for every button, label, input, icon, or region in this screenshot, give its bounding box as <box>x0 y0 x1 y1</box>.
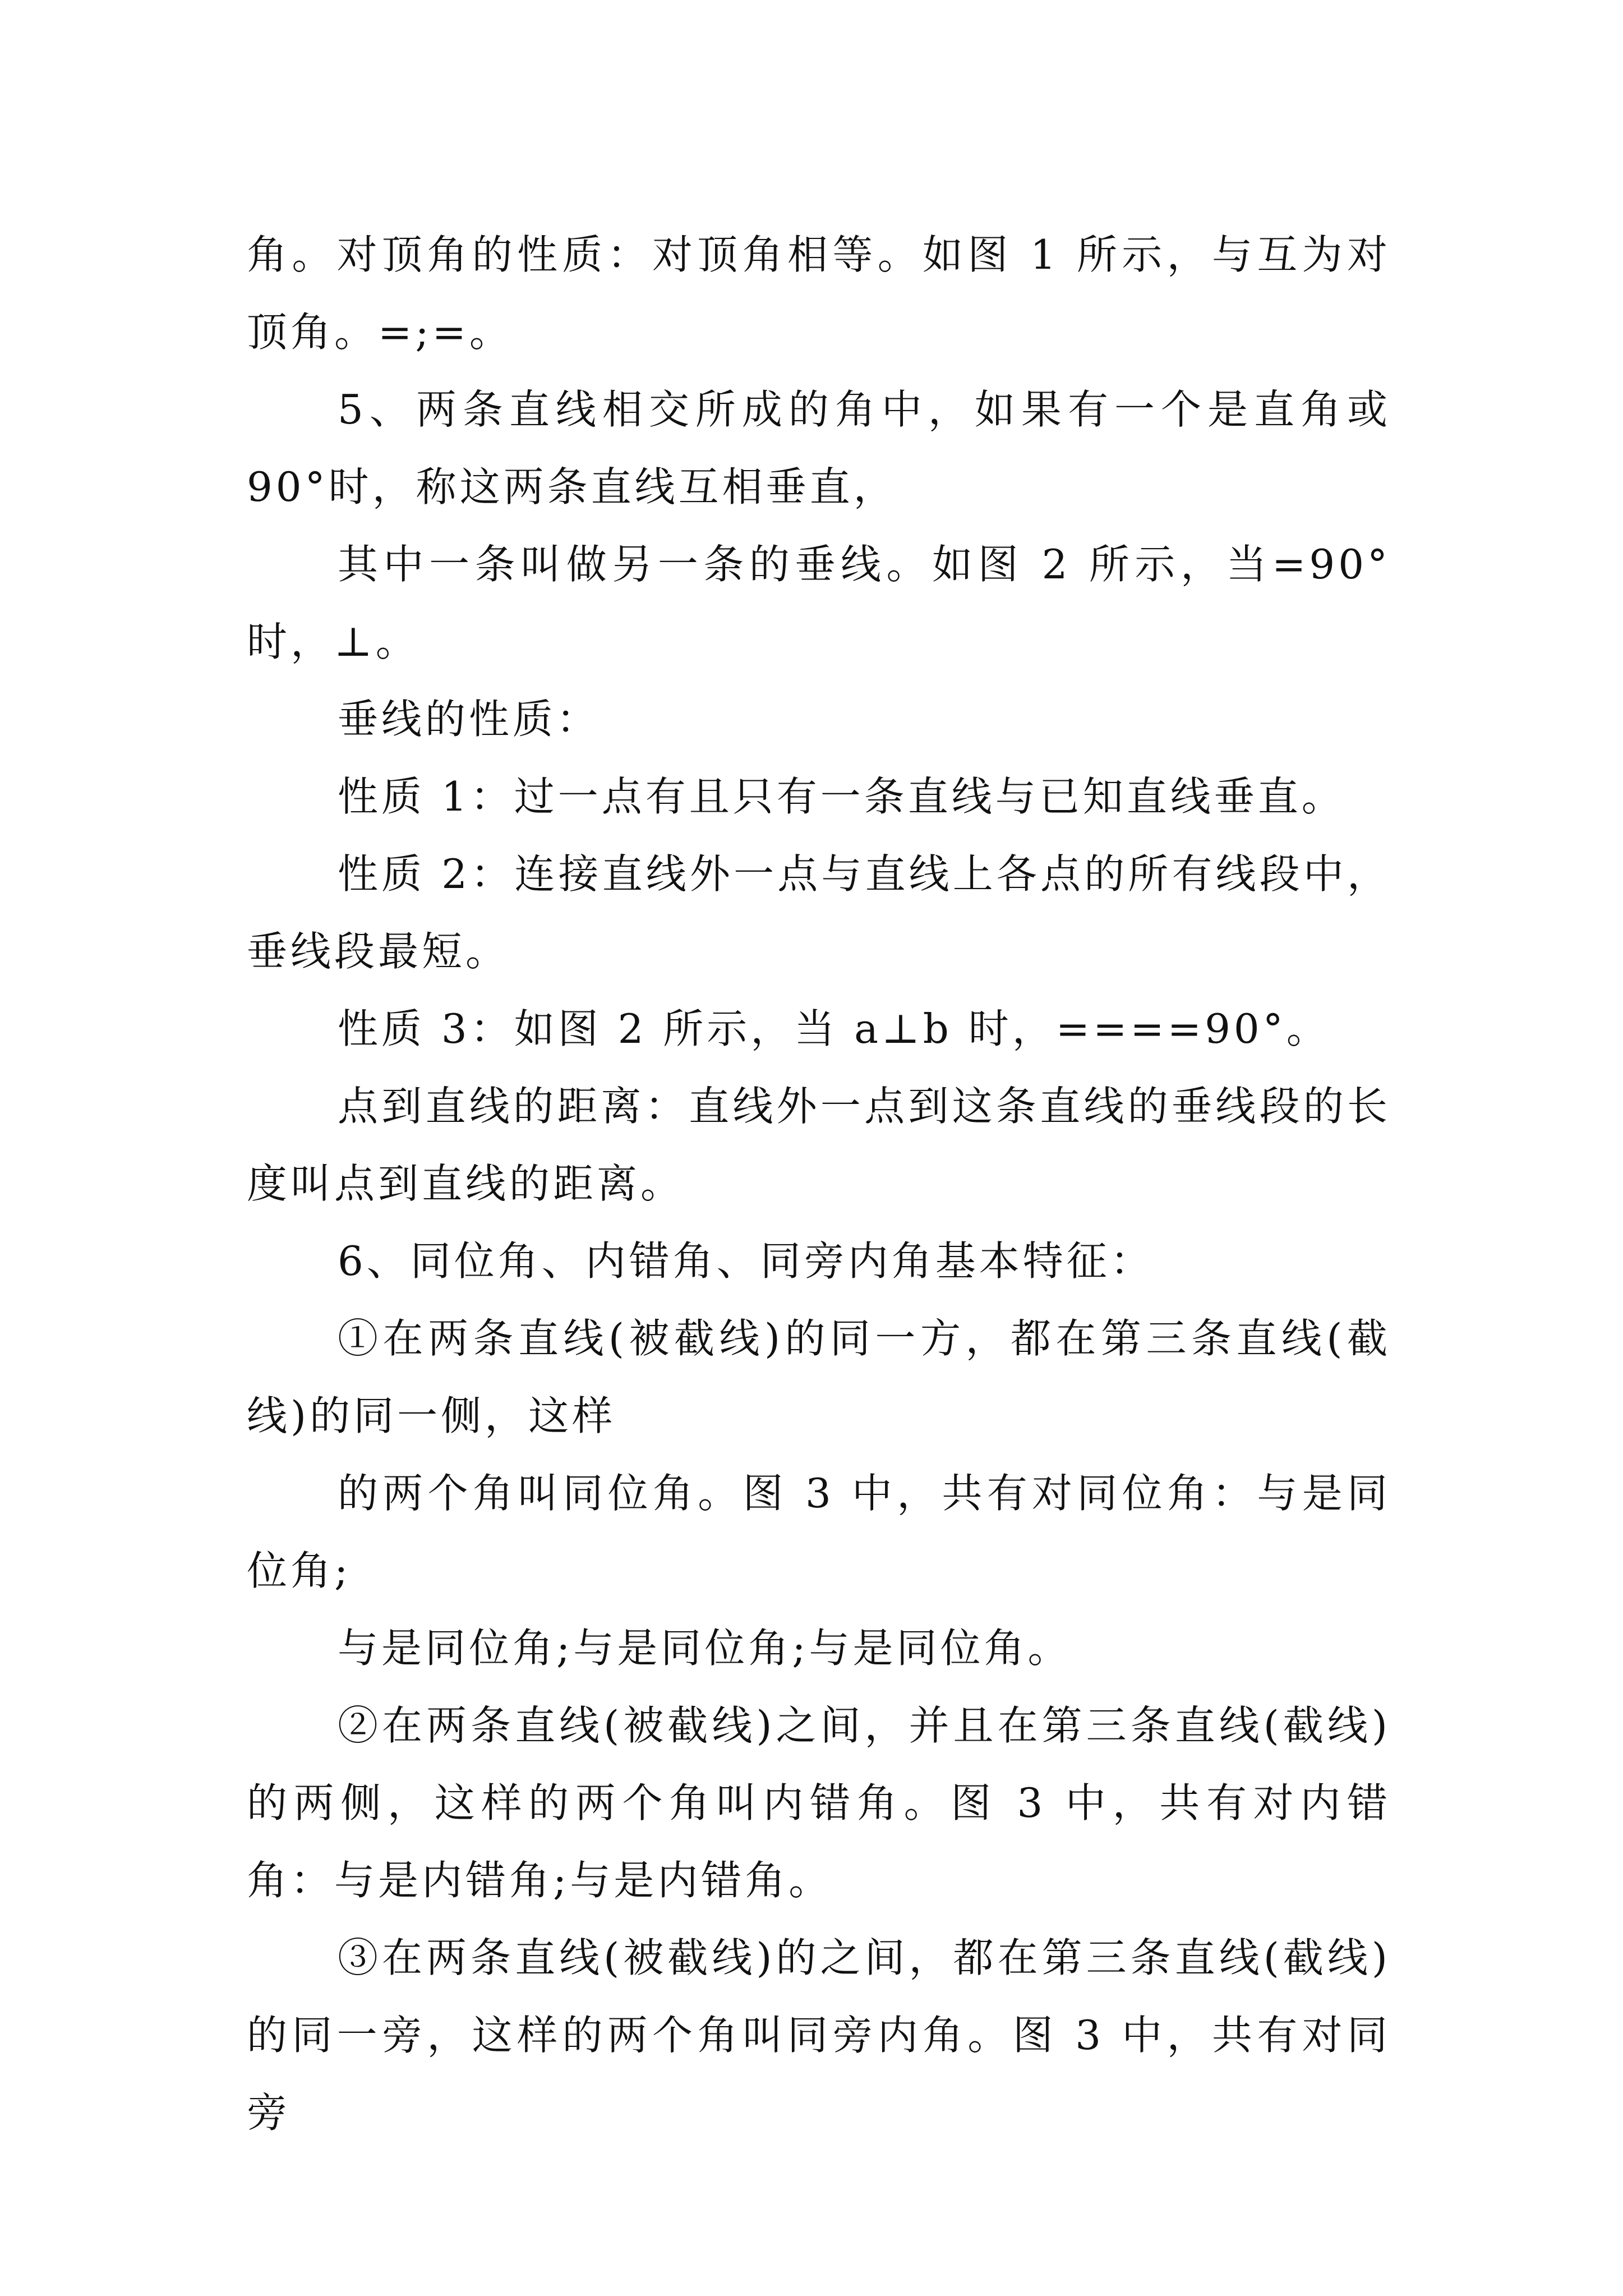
paragraph-6: 性质 2：连接直线外一点与直线上各点的所有线段中，垂线段最短。 <box>247 850 1391 975</box>
paragraph-4: 垂线的性质： <box>338 696 601 743</box>
paragraph-7: 性质 3：如图 2 所示，当 a⊥b 时，====90°。 <box>338 1005 1330 1052</box>
paragraph-10: ①在两条直线(被截线)的同一方，都在第三条直线(截线)的同一侧，这样 <box>247 1315 1391 1439</box>
paragraph-9: 6、同位角、内错角、同旁内角基本特征： <box>338 1237 1154 1285</box>
paragraph-11: 的两个角叫同位角。图 3 中，共有对同位角：与是同位角; <box>247 1470 1391 1594</box>
paragraph-1: 角。对顶角的性质：对顶角相等。如图 1 所示，与互为对顶角。=;=。 <box>247 231 1391 356</box>
paragraph-3: 其中一条叫做另一条的垂线。如图 2 所示，当=90°时，⊥。 <box>247 541 1391 665</box>
paragraph-2: 5、两条直线相交所成的角中，如果有一个是直角或 90°时，称这两条直线互相垂直， <box>247 386 1391 510</box>
paragraph-12: 与是同位角;与是同位角;与是同位角。 <box>338 1625 1072 1672</box>
paragraph-8: 点到直线的距离：直线外一点到这条直线的垂线段的长度叫点到直线的距离。 <box>247 1083 1391 1207</box>
document-body <box>247 216 1391 2151</box>
paragraph-14: ③在两条直线(被截线)的之间，都在第三条直线(截线)的同一旁，这样的两个角叫同旁内角。图 3 中，共有对同旁 <box>247 1934 1391 2136</box>
paragraph-13: ②在两条直线(被截线)之间，并且在第三条直线(截线)的两侧，这样的两个角叫内错角。图 3 中，共有对内错角：与是内错角;与是内错角。 <box>247 1702 1391 1904</box>
paragraph-5: 性质 1：过一点有且只有一条直线与已知直线垂直。 <box>338 773 1345 820</box>
